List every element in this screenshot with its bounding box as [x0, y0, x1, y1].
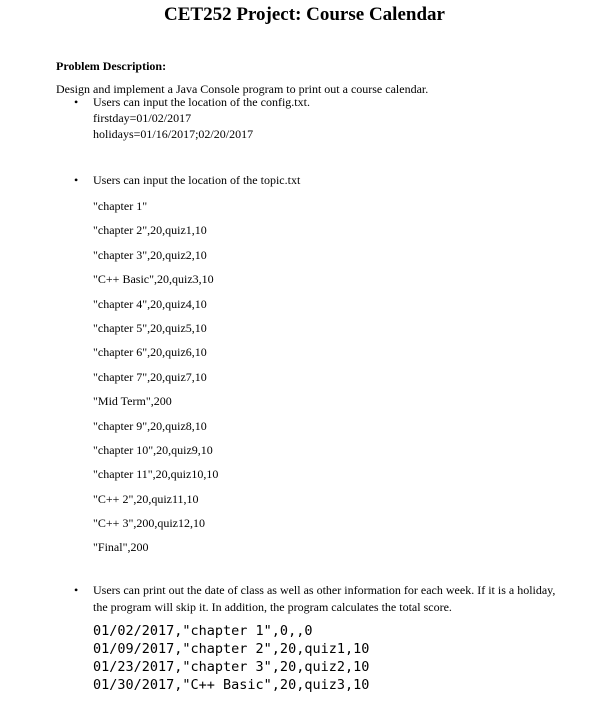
bullet-topic-symbol: • [74, 173, 79, 187]
output-line: 01/30/2017,"C++ Basic",20,quiz3,10 [93, 677, 370, 693]
config-lines [93, 110, 253, 142]
topic-line: "chapter 3",20,quiz2,10 [93, 247, 207, 262]
topic-bullet-text: Users can input the location of the topic.txt [93, 173, 301, 187]
topic-line: "C++ 3",200,quiz12,10 [93, 516, 205, 531]
intro-paragraph: Design and implement a Java Console program to print out a course calendar. [56, 82, 429, 96]
topic-line: "chapter 4",20,quiz4,10 [93, 296, 207, 311]
bullet-config-symbol: • [74, 95, 79, 109]
output-line: 01/02/2017,"chapter 1",0,,0 [93, 623, 313, 639]
page-title: CET252 Project: Course Calendar [164, 4, 445, 25]
topic-line: "chapter 11",20,quiz10,10 [93, 467, 219, 482]
topic-line: "chapter 7",20,quiz7,10 [93, 369, 207, 384]
topic-line: "C++ Basic",20,quiz3,10 [93, 272, 214, 287]
problem-description-heading: Problem Description: [56, 59, 167, 73]
topic-line: "chapter 9",20,quiz8,10 [93, 418, 207, 433]
topic-line: "chapter 1" [93, 199, 148, 213]
topic-line: "chapter 6",20,quiz6,10 [93, 345, 207, 360]
topic-line: "chapter 2",20,quiz1,10 [93, 223, 207, 238]
output-line: 01/23/2017,"chapter 3",20,quiz2,10 [93, 659, 370, 675]
topic-line: "C++ 2",20,quiz11,10 [93, 491, 199, 506]
bullet-print-symbol: • [74, 583, 79, 597]
topic-list [93, 194, 218, 560]
topic-line: "Final",200 [93, 540, 149, 555]
topic-line: "Mid Term",200 [93, 394, 172, 409]
config-line: holidays=01/16/2017;02/20/2017 [93, 127, 254, 141]
print-bullet-text: Users can print out the date of class as well as other information for each week. If it is a holiday, the program will skip it. In addition, the program calculates the total score. [93, 583, 556, 614]
output-line: 01/09/2017,"chapter 2",20,quiz1,10 [93, 641, 370, 657]
calendar-output [93, 622, 369, 694]
topic-line: "chapter 10",20,quiz9,10 [93, 442, 213, 457]
topic-line: "chapter 5",20,quiz5,10 [93, 320, 207, 335]
config-line: firstday=01/02/2017 [93, 111, 192, 125]
config-bullet-text: Users can input the location of the config.txt. [93, 95, 310, 109]
